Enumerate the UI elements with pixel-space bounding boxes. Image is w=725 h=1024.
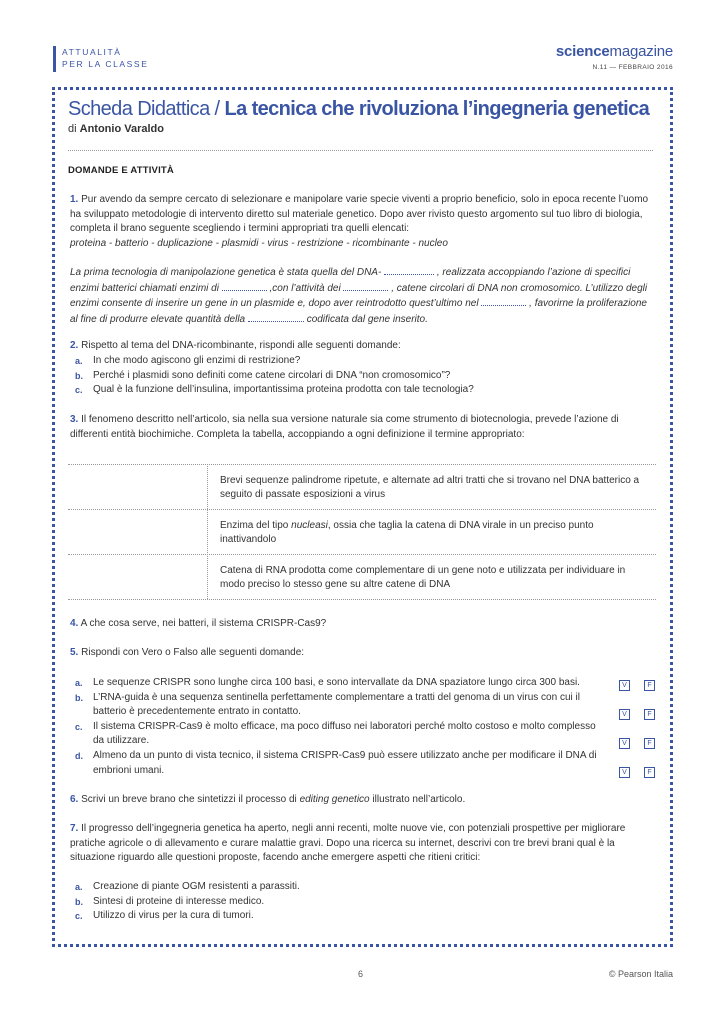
list-item xyxy=(75,383,620,398)
true-checkbox-c[interactable]: V xyxy=(619,738,630,749)
list-text: In che modo agiscono gli enzimi di restrizione? xyxy=(93,355,301,366)
false-checkbox-c[interactable]: F xyxy=(644,738,655,749)
copyright: © Pearson Italia xyxy=(608,969,673,979)
row2-italic: nucleasi xyxy=(291,520,328,531)
q1-text: Pur avendo da sempre cercato di selezionare e manipolare varie specie viventi a proprio beneficio, solo in epoca recente l’uomo ha sviluppato metodologie di intervento diretto sul materiale genetico. Dopo aver rivisto questo argomento sul tuo libro di biologia, completa il brano seguente scegliendo i termini appropriati tra quelli elencati: xyxy=(70,194,649,235)
q5-number: 5. xyxy=(70,647,79,658)
q4-number: 4. xyxy=(70,618,79,629)
list-text: Sintesi di proteine di interesse medico. xyxy=(93,895,265,907)
title-prefix: Scheda Didattica / xyxy=(68,98,225,120)
page-title xyxy=(68,97,649,121)
row2-post: , ossia che taglia la catena di DNA virale in un preciso punto inattivandolo xyxy=(220,520,594,545)
list-text: Qual è la funzione dell’insulina, importantissima proteina prodotta con tale tecnologia? xyxy=(93,384,474,396)
q5-list xyxy=(75,676,600,778)
list-item xyxy=(75,880,620,895)
frame-left xyxy=(52,87,55,947)
question-3 xyxy=(70,413,652,442)
brand-bold: science xyxy=(555,43,610,60)
section-label xyxy=(62,46,148,70)
table-definition-2 xyxy=(220,519,650,546)
list-text: L’RNA-guida è una sequenza sentinella perfettamente complementare a tratti del genoma di un virus con cui il batterio è precedentemente entrato in contatto. xyxy=(93,691,580,718)
list-item xyxy=(75,369,620,384)
q6-post: illustrato nell’articolo. xyxy=(369,794,466,805)
q3-text: Il fenomeno descritto nell’articolo, sia nella sua versione naturale sia come strumento di biotecnologia, prevede l’azione di differenti entità biochimiche. Completa la tabella, accoppiando a ogni definizione il termine appropriato: xyxy=(70,414,619,440)
q5-text: Rispondi con Vero o Falso alle seguenti domande: xyxy=(81,647,305,658)
q1-cloze-6: codificata dal gene inserito. xyxy=(306,313,428,325)
frame-top xyxy=(52,87,673,90)
question-2 xyxy=(70,339,652,354)
blank-2[interactable] xyxy=(222,281,267,291)
list-item xyxy=(75,676,600,691)
table-definition-3: Catena di RNA prodotta come complementare di un gene noto e utilizzata per individuare in modo preciso lo stesso gene su altre catene di DNA xyxy=(220,565,626,590)
blank-4[interactable] xyxy=(481,296,526,306)
question-6 xyxy=(70,793,652,808)
table-column-divider xyxy=(207,464,208,599)
list-item xyxy=(75,691,600,720)
q1-cloze-3: ,con l’attività dei xyxy=(269,282,341,294)
list-text: Almeno da un punto di vista tecnico, il sistema CRISPR-Cas9 può essere utilizzato anche per modificare il DNA di embrioni umani. xyxy=(93,749,597,776)
definitions-table xyxy=(68,464,656,600)
list-text: Le sequenze CRISPR sono lunghe circa 100 basi, e sono intervallate da DNA spaziatore lungo circa 300 basi. xyxy=(93,677,580,688)
list-text: Creazione di piante OGM resistenti a parassiti. xyxy=(93,881,300,892)
table-rule xyxy=(68,554,656,555)
q6-number: 6. xyxy=(70,794,79,805)
true-checkbox-a[interactable]: V xyxy=(619,680,630,691)
table-definition-1: Brevi sequenze palindrome ripetute, e alternate ad altri tratti che si trovano nel DNA batterico a seguito di passate esposizioni a virus xyxy=(220,475,640,500)
brand-logo xyxy=(556,44,673,60)
title-separator xyxy=(68,150,653,151)
list-item xyxy=(75,909,620,924)
false-checkbox-d[interactable]: F xyxy=(644,767,655,778)
row2-pre: Enzima del tipo xyxy=(220,520,292,531)
q4-text: A che cosa serve, nei batteri, il sistema CRISPR-Cas9? xyxy=(80,618,327,629)
brand-light: magazine xyxy=(609,43,673,60)
q6-pre: Scrivi un breve brano che sintetizzi il processo di xyxy=(81,794,300,805)
q1-cloze-4: , catene circolari di DNA non cromosomico. L’utilizzo degli enzimi consente di inserire un gene in un plasmide e, dopo aver reintrodotto quest’ultimo nel xyxy=(70,282,648,310)
q1-cloze-1: La prima tecnologia di manipolazione genetica è stata quella del DNA- xyxy=(70,267,382,278)
q7-number: 7. xyxy=(70,823,79,834)
section-title: DOMANDE E ATTIVITÀ xyxy=(68,165,174,176)
author-name: Antonio Varaldo xyxy=(79,123,164,135)
q1-terms: proteina - batterio - duplicazione - plasmidi - virus - restrizione - ricombinante - nucleo xyxy=(70,237,448,249)
list-letter: d. xyxy=(75,750,83,761)
question-7 xyxy=(70,822,652,866)
list-letter: b. xyxy=(75,692,83,703)
question-1 xyxy=(70,193,652,251)
false-checkbox-b[interactable]: F xyxy=(644,709,655,720)
blank-1[interactable] xyxy=(384,265,434,275)
list-letter: a. xyxy=(75,678,83,688)
issue-number: N.11 — FEBBRAIO 2016 xyxy=(592,64,673,71)
list-letter: c. xyxy=(75,911,83,922)
list-letter: b. xyxy=(75,370,83,381)
true-checkbox-b[interactable]: V xyxy=(619,709,630,720)
q1-number: 1. xyxy=(70,194,79,205)
list-letter: a. xyxy=(75,356,83,366)
q2-list xyxy=(75,354,620,398)
author-di: di xyxy=(68,123,80,135)
blank-3[interactable] xyxy=(343,281,388,291)
page-number: 6 xyxy=(358,969,364,979)
list-letter: c. xyxy=(75,385,83,396)
section-label-line2: PER LA CLASSE xyxy=(62,59,149,69)
list-text: Perché i plasmidi sono definiti come catene circolari di DNA “non cromosomico”? xyxy=(93,369,451,381)
title-main: La tecnica che rivoluziona l’ingegneria genetica xyxy=(224,98,650,120)
table-rule xyxy=(68,509,656,510)
table-rule xyxy=(68,599,656,600)
frame-bottom xyxy=(52,944,673,947)
q1-cloze xyxy=(70,265,652,327)
list-item xyxy=(75,354,620,369)
author xyxy=(68,123,164,135)
true-checkbox-d[interactable]: V xyxy=(619,767,630,778)
q2-text: Rispetto al tema del DNA-ricombinante, rispondi alle seguenti domande: xyxy=(81,340,401,351)
list-item xyxy=(75,720,600,749)
section-label-line1: ATTUALITÀ xyxy=(62,47,122,57)
list-text: Utilizzo di virus per la cura di tumori. xyxy=(93,910,254,922)
frame-right xyxy=(670,87,673,947)
header-accent-bar xyxy=(53,46,56,72)
list-item xyxy=(75,895,620,910)
q7-list xyxy=(75,880,620,924)
false-checkbox-a[interactable]: F xyxy=(644,680,655,691)
q3-number: 3. xyxy=(70,414,79,425)
q1-cloze-2: , realizzata accoppiando l’azione di specifici enzimi batterici chiamati enzimi di xyxy=(70,267,631,294)
q6-italic: editing genetico xyxy=(299,794,370,805)
question-4 xyxy=(70,617,652,632)
list-letter: a. xyxy=(75,882,83,892)
list-letter: b. xyxy=(75,896,83,907)
list-letter: c. xyxy=(75,721,83,732)
q1-cloze-5: , favorirne la proliferazione al fine di produrre elevate quantità della xyxy=(70,298,647,325)
blank-5[interactable] xyxy=(248,312,304,322)
list-item xyxy=(75,749,600,778)
table-rule xyxy=(68,464,656,465)
q7-text: Il progresso dell’ingegneria genetica ha aperto, negli anni recenti, molte nuove vie, con potenziali prospettive per migliorare pratiche agricole o di allevamento e curare malattie gravi. Dopo una ricerca su internet, descrivi con tre brevi brani qual è la situazione riguardo alle questioni proposte, facendo anche emergere aspetti che ritieni critici: xyxy=(70,823,626,864)
question-5 xyxy=(70,646,652,661)
list-text: Il sistema CRISPR-Cas9 è molto efficace, ma poco diffuso nei laboratori perché molto costoso e molto complesso da utilizzare. xyxy=(93,720,596,747)
q2-number: 2. xyxy=(70,340,79,351)
